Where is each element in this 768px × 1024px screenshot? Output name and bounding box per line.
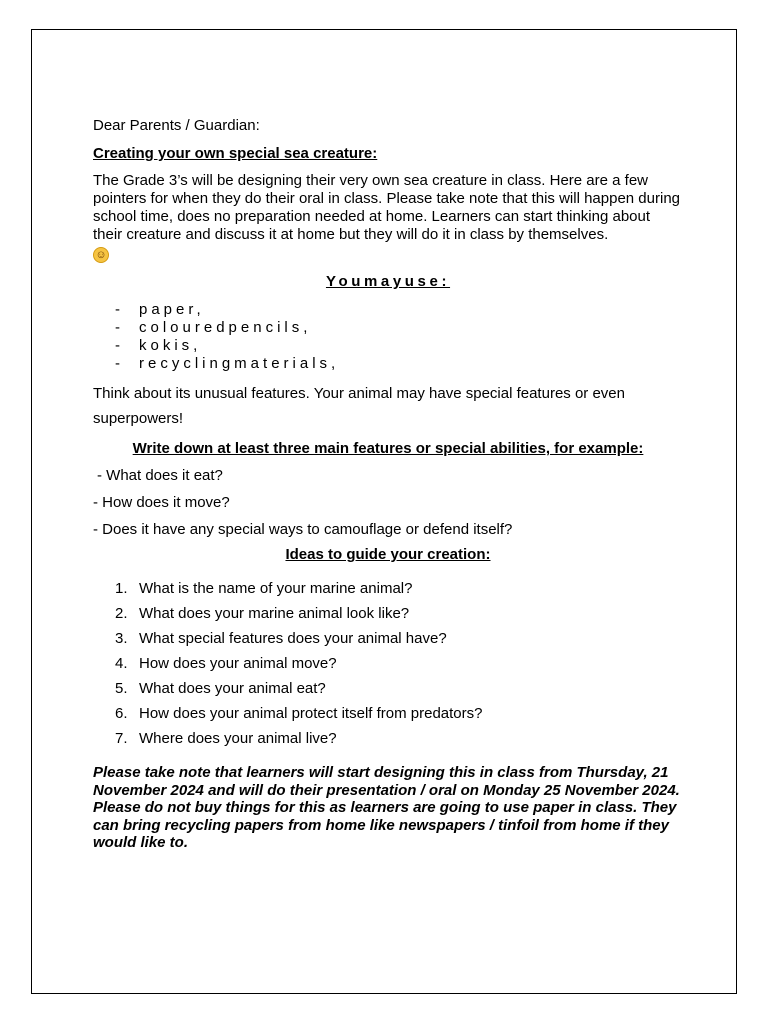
example-question: - Does it have any special ways to camouflage or defend itself? <box>93 521 513 538</box>
important-note: Please take note that learners will start designing this in class from Thursday, 21 November 2024 and will do their presentation / oral on Monday 25 November 2024. Please do not buy things for this as learners are going to use paper in class. They can bring recycling papers from home like newspapers / tinfoil from home if they would like to. <box>93 764 680 851</box>
materials-list <box>93 301 683 373</box>
list-item: 5. What does your animal eat? <box>115 680 326 697</box>
write-heading: Write down at least three main features or special abilities, for example: <box>132 440 644 457</box>
list-item: 6. How does your animal protect itself from predators? <box>115 705 483 722</box>
list-item: 3. What special features does your animal have? <box>115 630 447 647</box>
ideas-list <box>93 580 683 755</box>
list-item: 1. What is the name of your marine animal? <box>115 580 413 597</box>
page-border <box>31 29 737 994</box>
ideas-heading: Ideas to guide your creation: <box>285 546 491 563</box>
list-item: - colouredpencils, <box>115 319 312 336</box>
list-item: - kokis, <box>115 337 202 354</box>
materials-heading: Youmayuse: <box>325 273 451 290</box>
list-item: - paper, <box>115 301 205 318</box>
list-item: - recyclingmaterials, <box>115 355 340 372</box>
features-paragraph: Think about its unusual features. Your animal may have special features or even superpowers! <box>93 385 625 427</box>
example-question: - What does it eat? <box>97 467 223 484</box>
letter-body <box>93 117 683 852</box>
smiling-face-icon: ☺ <box>93 247 109 263</box>
list-item: 4. How does your animal move? <box>115 655 337 672</box>
list-item: 2. What does your marine animal look like? <box>115 605 410 622</box>
letter-title: Creating your own special sea creature: <box>93 145 378 162</box>
list-item: 7. Where does your animal live? <box>115 730 337 747</box>
example-question: - How does it move? <box>93 494 230 511</box>
intro-text: The Grade 3’s will be designing their very own sea creature in class. Here are a few pointers for when they do their oral in class. Please take note that this will happen during school time, does no preparation needed at home. Learners can start thinking about their creature and discuss it at home but they will do it in class by themselves. <box>93 172 681 243</box>
intro-paragraph <box>93 172 683 263</box>
greeting: Dear Parents / Guardian: <box>93 117 260 134</box>
